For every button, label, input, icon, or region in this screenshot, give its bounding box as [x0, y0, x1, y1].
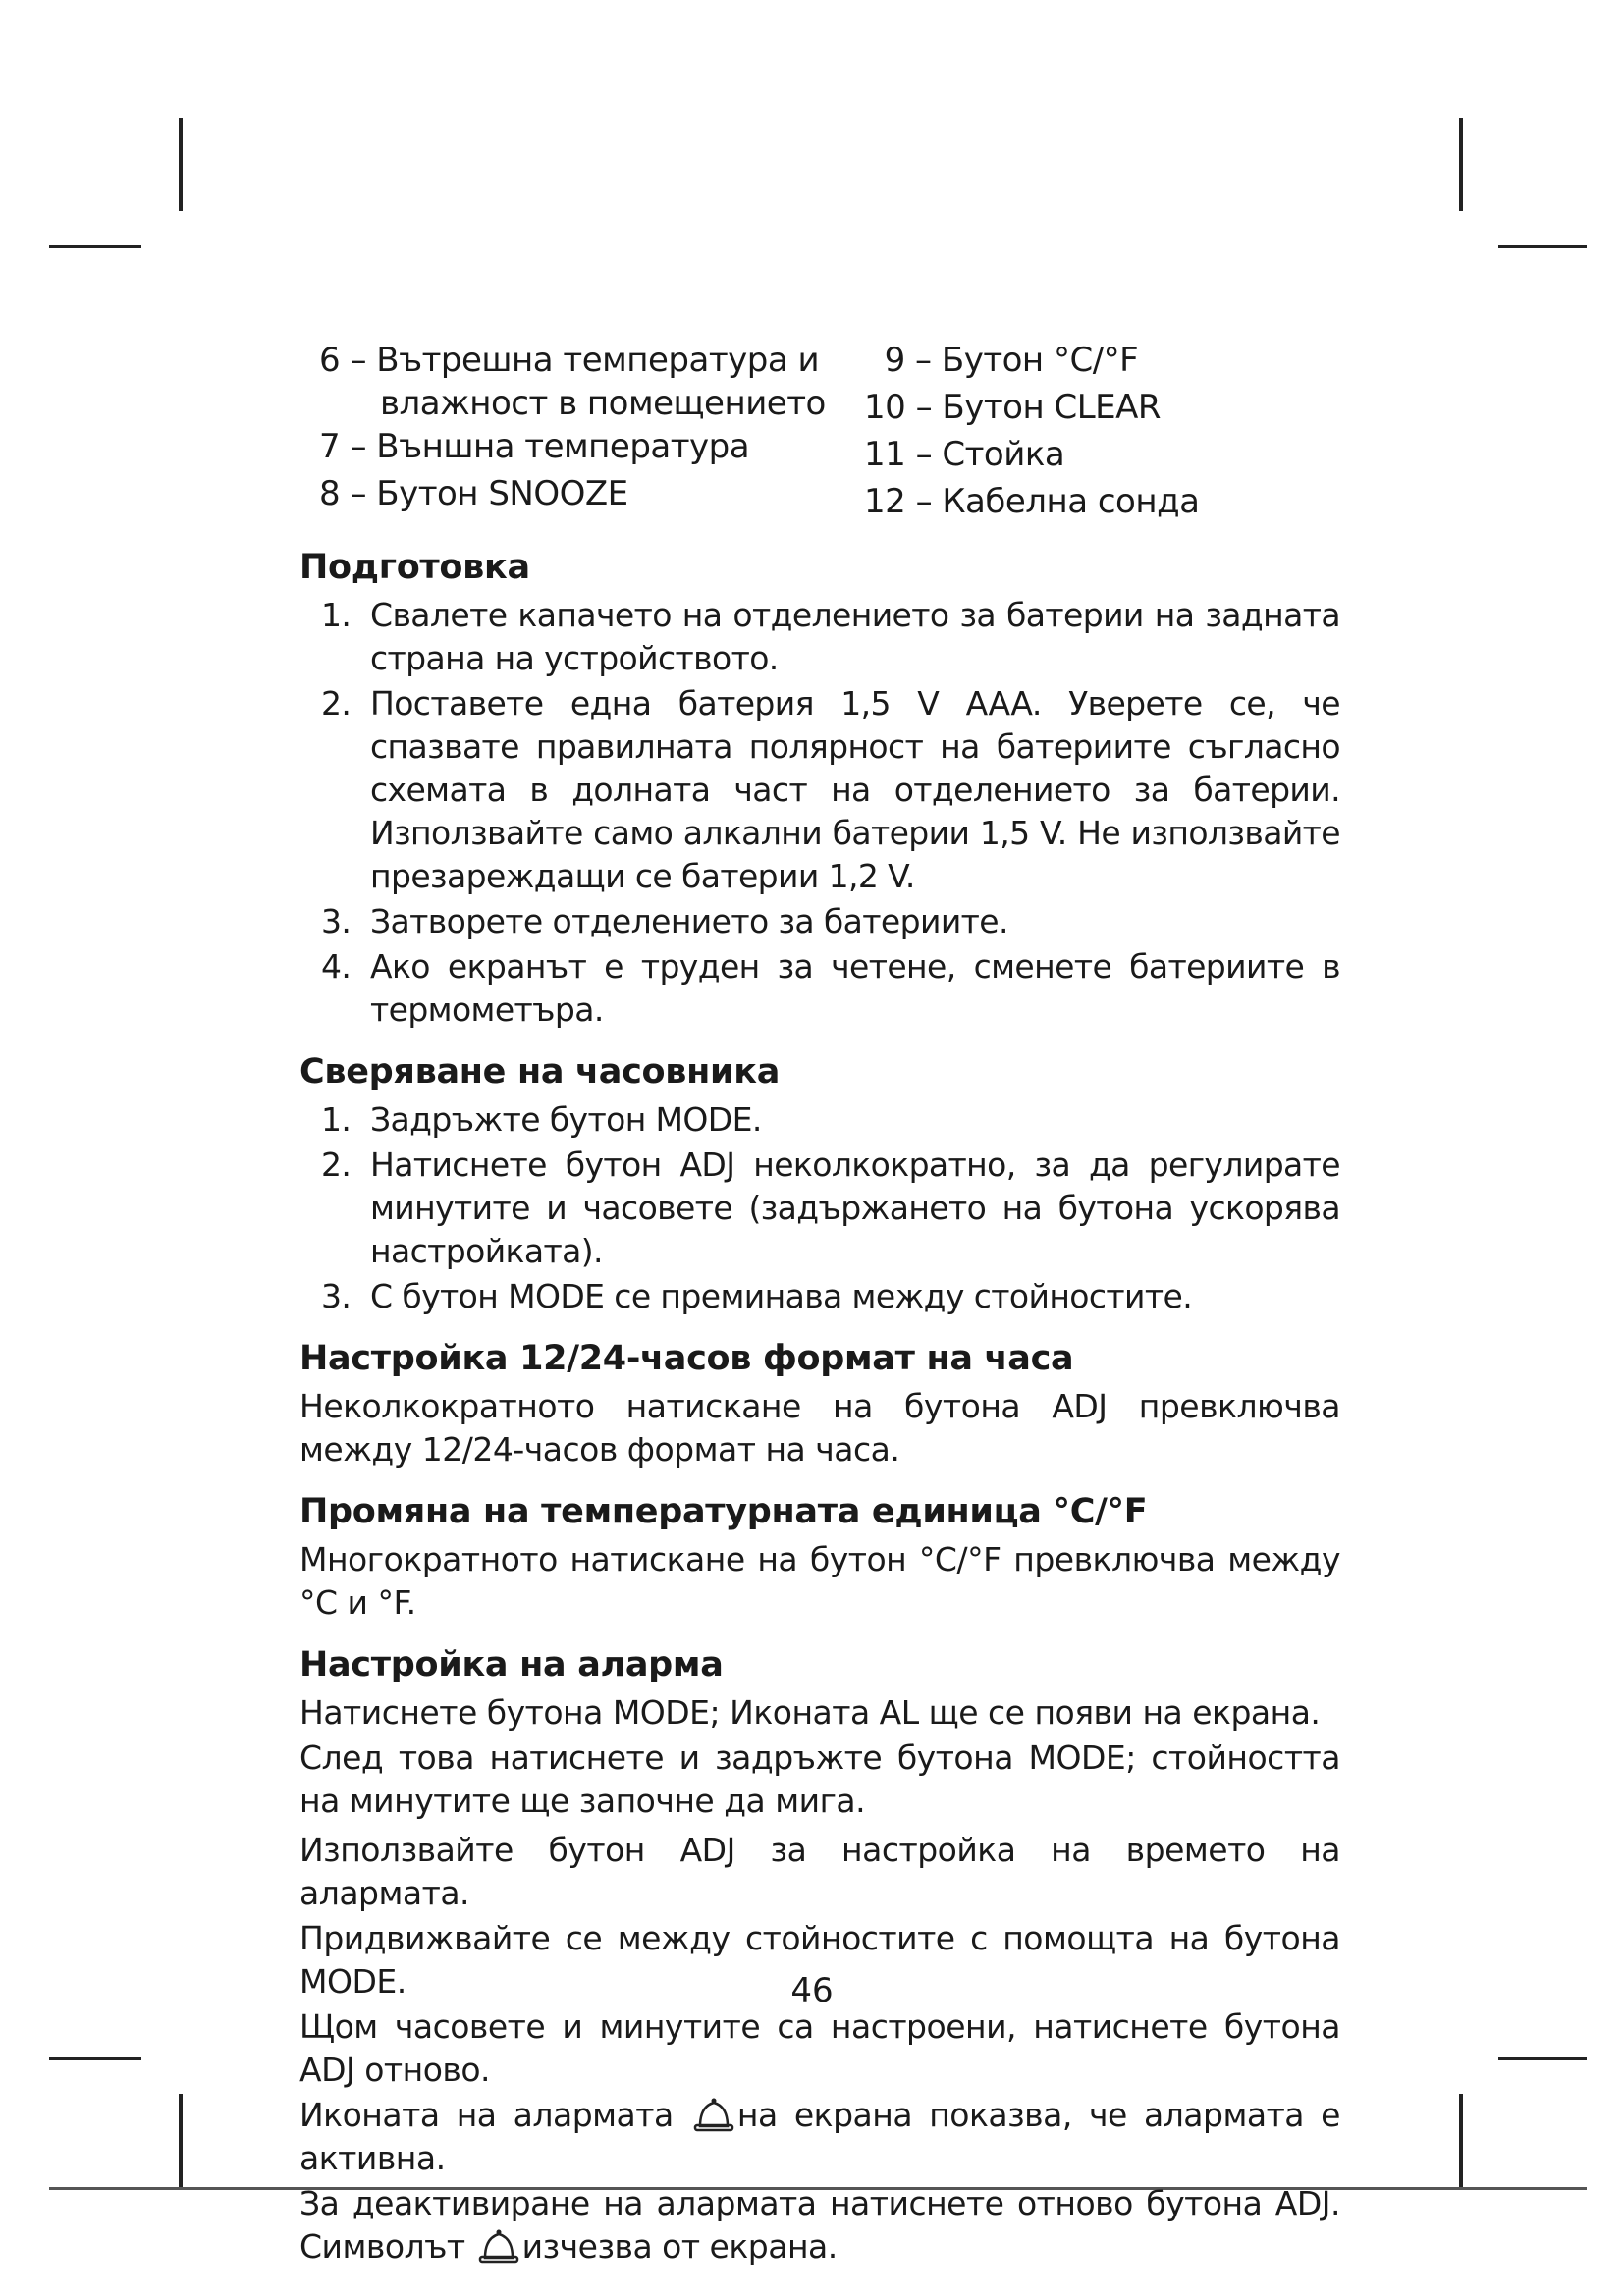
parts-legend	[299, 339, 1340, 527]
paragraph-text: изчезва от екрана.	[521, 2227, 838, 2266]
list-text: Затворете отделението за батериите.	[370, 902, 1008, 940]
list-number: 1.	[321, 596, 352, 634]
list-text: Задръжте бутон MODE.	[370, 1100, 762, 1139]
crop-mark	[49, 245, 141, 248]
section-heading-time-format: Настройка 12/24-часов формат на часа	[299, 1339, 1074, 1378]
legend-number: 7 –	[319, 427, 377, 466]
legend-text-continued: влажност в помещението	[380, 384, 826, 423]
list-item	[299, 1275, 1340, 1318]
crop-mark	[1498, 2057, 1587, 2060]
section-heading-preparation: Подготовка	[299, 548, 530, 587]
paragraph: Натиснете бутона MODE; Иконата AL ще се появи на екрана.	[299, 1693, 1321, 1732]
crop-mark	[1498, 245, 1587, 248]
clock-steps	[299, 1098, 1340, 1318]
legend-number: 8 –	[319, 474, 377, 513]
list-text: Натиснете бутон ADJ неколкократно, за да регулирате минутите и часовете (задържането на бутона ускорява настройката).	[370, 1146, 1340, 1270]
section-heading-clock: Сверяване на часовника	[299, 1052, 781, 1092]
legend-item	[864, 386, 1199, 429]
legend-number: 11 –	[864, 435, 943, 474]
bell-icon	[690, 2095, 737, 2134]
legend-right-column	[864, 339, 1199, 527]
list-text: С бутон MODE се преминава между стойностите.	[370, 1277, 1193, 1315]
legend-number: 6 –	[319, 341, 377, 380]
list-text: Ако екранът е труден за четене, сменете батериите в термометъра.	[370, 947, 1340, 1029]
legend-item	[319, 425, 864, 468]
paragraph: Щом часовете и минутите са настроени, натиснете бутона ADJ отново.	[299, 2007, 1340, 2089]
paragraph-text: на екрана показва, че алармата е активна.	[299, 2096, 1340, 2177]
legend-item	[864, 480, 1199, 523]
preparation-steps	[299, 594, 1340, 1032]
paragraph-text: За деактивиране на алармата натиснете отново бутона ADJ. Символът	[299, 2184, 1340, 2266]
legend-text: Бутон SNOOZE	[376, 474, 628, 513]
paragraph	[299, 2182, 1340, 2269]
legend-text: Вътрешна температура и	[376, 341, 820, 380]
list-number: 2.	[321, 1146, 352, 1184]
legend-item	[864, 339, 1199, 382]
paragraph	[299, 2094, 1340, 2180]
legend-text: Бутон CLEAR	[942, 388, 1162, 427]
bell-icon	[475, 2226, 522, 2266]
list-item	[299, 1144, 1340, 1273]
paragraph: Използвайте бутон ADJ за настройка на времето на алармата.	[299, 1831, 1340, 1912]
list-item	[299, 900, 1340, 943]
legend-item	[319, 472, 864, 515]
list-number: 2.	[321, 684, 352, 722]
list-number: 1.	[321, 1100, 352, 1139]
list-item	[299, 594, 1340, 680]
legend-left-column	[299, 339, 864, 527]
crop-mark	[1459, 118, 1463, 211]
list-number: 3.	[321, 1277, 352, 1315]
legend-text: Стойка	[942, 435, 1065, 474]
crop-mark	[49, 2057, 141, 2060]
list-number: 4.	[321, 947, 352, 986]
section-heading-alarm: Настройка на аларма	[299, 1645, 724, 1684]
paragraph-text: Иконата на алармата	[299, 2096, 690, 2134]
crop-mark	[179, 2094, 183, 2187]
paragraph: След това натиснете и задръжте бутона MODE; стойността на минутите ще започне да мига.	[299, 1738, 1340, 1820]
legend-text: Бутон °C/°F	[941, 341, 1139, 380]
list-text: Поставете една батерия 1,5 V AAA. Уверете се, че спазвате правилната полярност на батериите съгласно схемата в долната част на отделението за батерии. Използвайте само алкални батерии 1,5 V. Не използвайте презареждащи се батерии 1,2 V.	[370, 684, 1340, 895]
legend-text: Външна температура	[376, 427, 750, 466]
legend-number: 10 –	[864, 388, 943, 427]
legend-number: 9 –	[864, 341, 942, 380]
legend-text: Кабелна сонда	[942, 482, 1200, 521]
legend-item	[864, 433, 1199, 476]
list-text: Свалете капачето на отделението за батерии на задната страна на устройството.	[370, 596, 1340, 677]
paragraph: Придвижвайте се между стойностите с помощта на бутона MODE.	[299, 1919, 1340, 2001]
section-heading-temperature-unit: Промяна на температурната единица °C/°F	[299, 1492, 1148, 1531]
list-number: 3.	[321, 902, 352, 940]
paragraph: Неколкократното натискане на бутона ADJ превключва между 12/24-часов формат на часа.	[299, 1387, 1340, 1468]
list-item	[299, 945, 1340, 1032]
list-item	[299, 1098, 1340, 1142]
legend-item	[319, 339, 864, 425]
page-number: 46	[790, 1971, 834, 2010]
paragraph: Многократното натискане на бутон °C/°F превключва между °C и °F.	[299, 1540, 1340, 1622]
legend-number: 12 –	[864, 482, 943, 521]
list-item	[299, 682, 1340, 898]
crop-mark	[1459, 2094, 1463, 2187]
crop-mark	[179, 118, 183, 211]
